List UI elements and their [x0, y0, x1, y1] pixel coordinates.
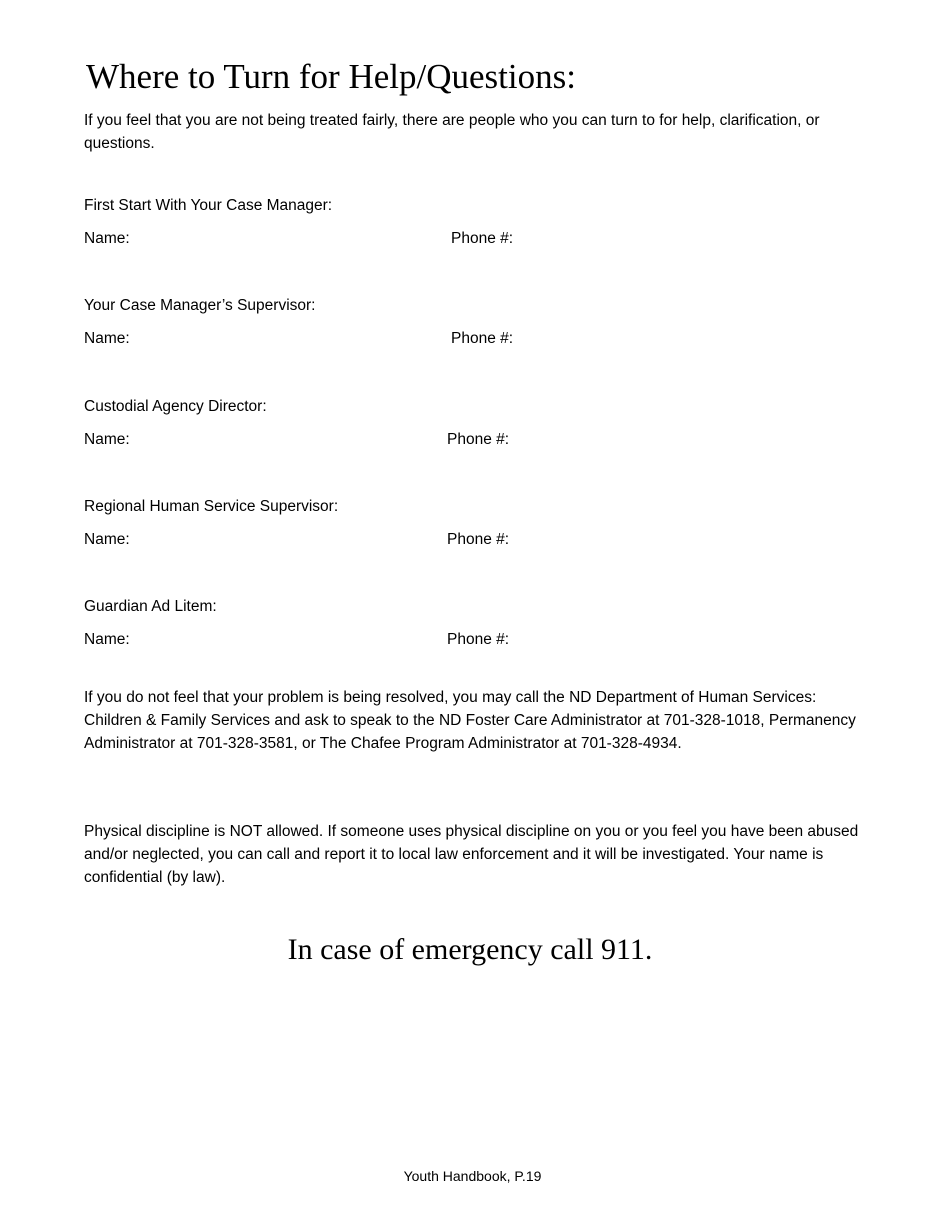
page-title: Where to Turn for Help/Questions:	[86, 57, 576, 96]
contact-heading: Regional Human Service Supervisor:	[84, 498, 339, 515]
contact-custodial-agency-director	[84, 397, 784, 467]
contact-heading: Guardian Ad Litem:	[84, 598, 217, 615]
name-label: Name:	[84, 230, 130, 247]
name-label: Name:	[84, 631, 130, 648]
name-label: Name:	[84, 531, 130, 548]
phone-label: Phone #:	[451, 230, 514, 247]
page-footer: Youth Handbook, P.19	[403, 1168, 542, 1184]
contact-case-manager	[84, 196, 784, 266]
phone-label: Phone #:	[447, 631, 510, 648]
name-label: Name:	[84, 330, 130, 347]
phone-label: Phone #:	[447, 531, 510, 548]
phone-label: Phone #:	[451, 330, 514, 347]
phone-label: Phone #:	[447, 431, 510, 448]
contact-regional-human-service-supervisor	[84, 497, 784, 567]
escalation-paragraph: If you do not feel that your problem is being resolved, you may call the ND Department of Human Services: Children & Family Services and ask to speak to the ND Foster Care Administrator at 701-328-1018, Permanency Administrator at 701-328-3581, or The Chafee Program Administrator at 701-328-4934.	[84, 689, 856, 752]
contact-case-manager-supervisor	[84, 296, 784, 366]
emergency-notice: In case of emergency call 911.	[287, 933, 653, 966]
discipline-paragraph: Physical discipline is NOT allowed. If someone uses physical discipline on you or you feel you have been abused and/or neglected, you can call and report it to local law enforcement and it will be investigated. Your name is confidential (by law).	[84, 823, 859, 886]
contact-guardian-ad-litem	[84, 597, 784, 667]
intro-paragraph: If you feel that you are not being treated fairly, there are people who you can turn to for help, clarification, or questions.	[84, 112, 820, 152]
contact-heading: Your Case Manager’s Supervisor:	[84, 297, 316, 314]
contact-heading: Custodial Agency Director:	[84, 398, 267, 415]
name-label: Name:	[84, 431, 130, 448]
contact-heading: First Start With Your Case Manager:	[84, 197, 333, 214]
